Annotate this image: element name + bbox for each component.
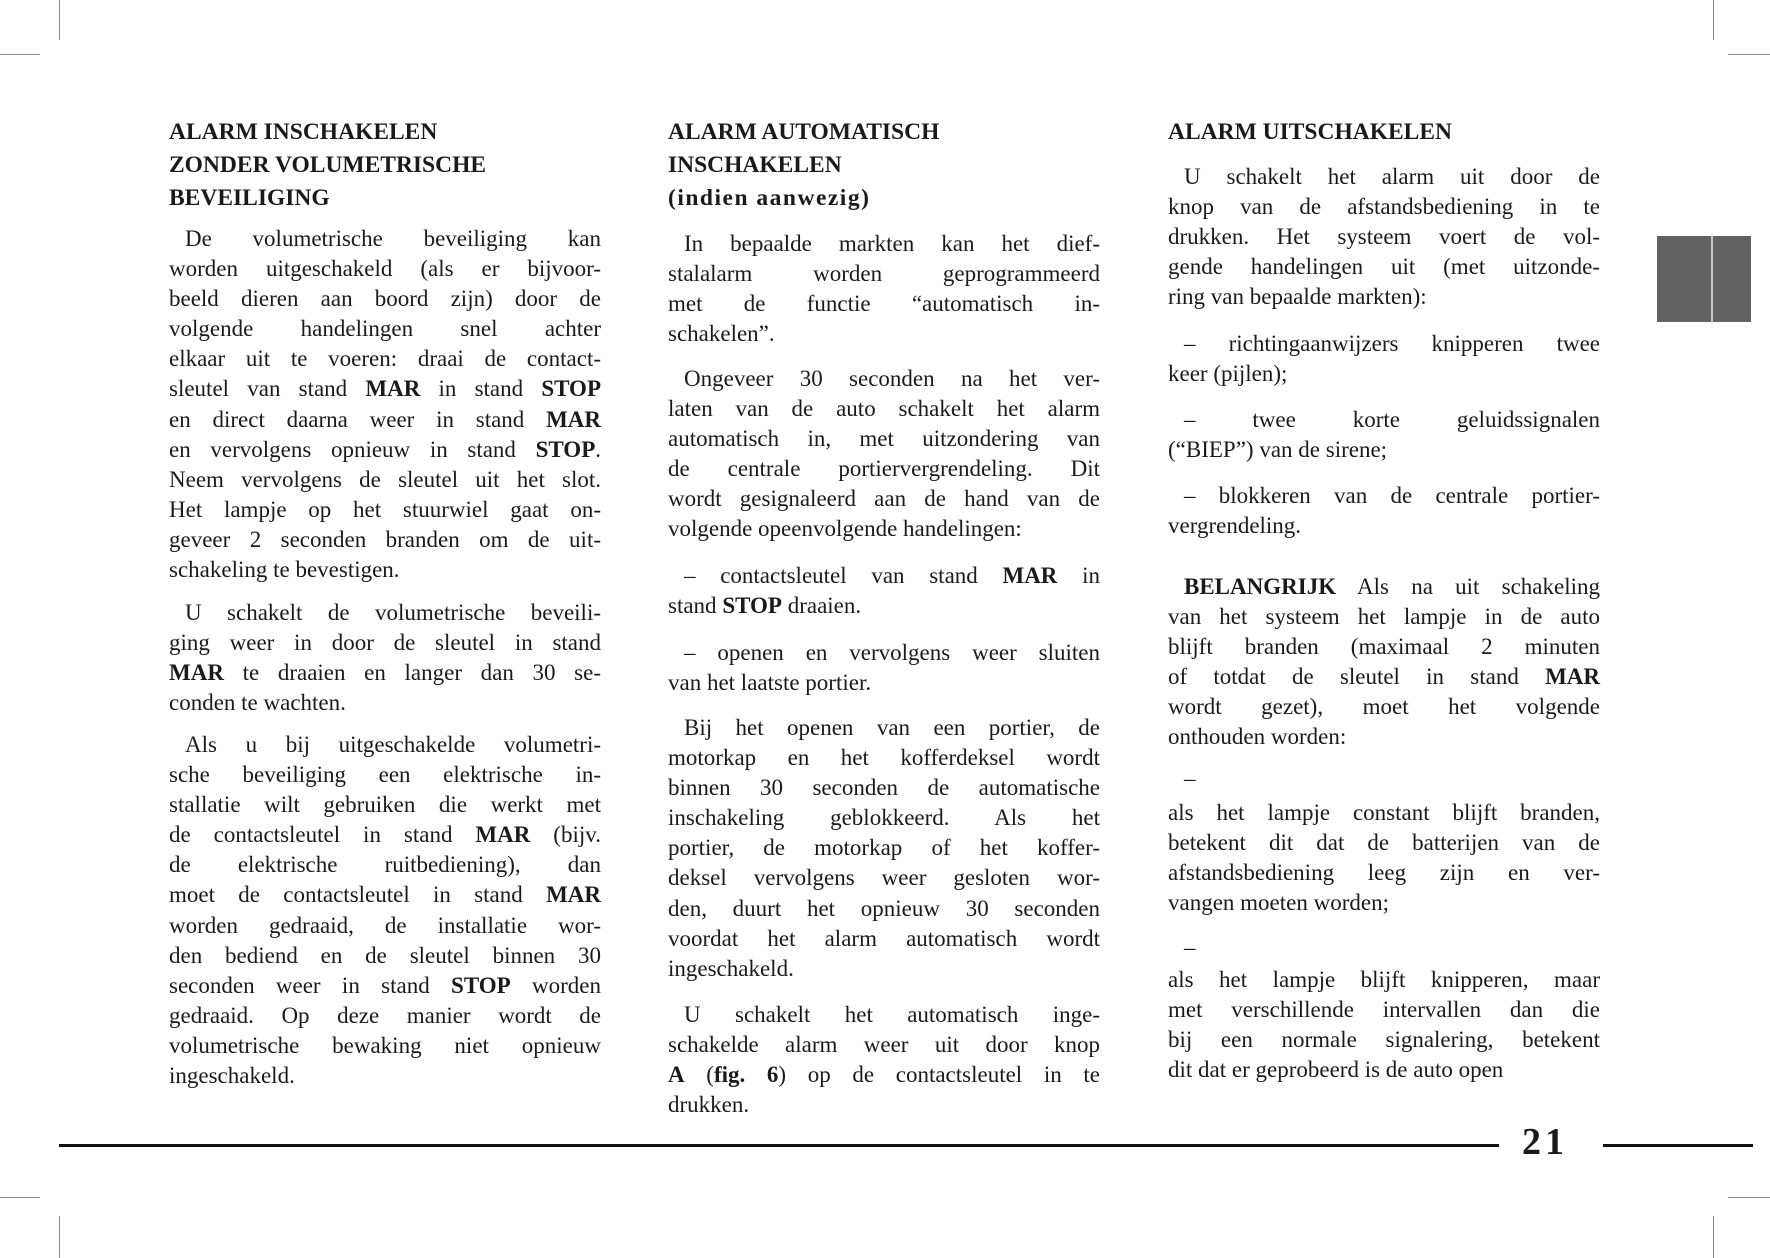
heading-line: BEVEILIGING bbox=[169, 185, 330, 211]
section-thumb-tab bbox=[1657, 236, 1751, 322]
column-heading bbox=[668, 116, 1100, 215]
text-line: moet de contactsleutel in stand MAR bbox=[169, 882, 601, 908]
paragraph bbox=[668, 713, 1100, 984]
bold-term: MAR bbox=[169, 660, 224, 686]
text-line: binnen 30 seconden de automatische bbox=[668, 775, 1100, 801]
heading-line: ZONDER VOLUMETRISCHE bbox=[169, 152, 487, 178]
text-line: – bbox=[1184, 935, 1196, 960]
text-line: stallatie wilt gebruiken die werkt met bbox=[169, 792, 601, 818]
heading-subtitle: (indien aanwezig) bbox=[668, 185, 871, 211]
text-line: bij een normale signalering, betekent bbox=[1168, 1027, 1600, 1053]
text-line: den bediend en de sleutel binnen 30 bbox=[169, 942, 601, 968]
bold-term: MAR bbox=[475, 822, 531, 848]
bold-term: STOP bbox=[451, 972, 511, 998]
text-line: als het lampje constant blijft branden, bbox=[1168, 800, 1600, 825]
paragraph bbox=[1168, 572, 1600, 753]
text-line: ingeschakeld. bbox=[668, 955, 794, 981]
bold-term: STOP bbox=[541, 376, 601, 402]
text-line: Als u bij uitgeschakelde volumetri- bbox=[185, 732, 601, 757]
section-thumb-tab-divider bbox=[1711, 236, 1713, 322]
text-line: gende handelingen uit (met uitzonde- bbox=[1168, 254, 1600, 280]
text-line: sche beveiliging een elektrische in- bbox=[169, 762, 601, 788]
text-line: – bbox=[1184, 766, 1196, 791]
text-line: en vervolgens opnieuw in stand STOP. bbox=[169, 436, 601, 462]
text-line: schakeling te bevestigen. bbox=[169, 557, 400, 583]
bold-term: BELANGRIJK bbox=[1184, 574, 1337, 599]
bold-term: MAR bbox=[546, 406, 601, 432]
text-line: MAR te draaien en langer dan 30 se- bbox=[169, 660, 601, 686]
text-line: ging weer in door de sleutel in stand bbox=[169, 630, 601, 656]
text-line: geveer 2 seconden branden om de uit- bbox=[169, 526, 601, 552]
text-line: keer (pijlen); bbox=[1168, 361, 1288, 387]
crop-mark bbox=[1728, 1197, 1770, 1198]
text-line: volgende opeenvolgende handelingen: bbox=[668, 516, 1022, 542]
bold-term: fig. 6 bbox=[713, 1062, 779, 1088]
text-line: dit dat er geprobeerd is de auto open bbox=[1168, 1057, 1504, 1083]
text-line: – blokkeren van de centrale portier- bbox=[1184, 483, 1600, 508]
text-line: – contactsleutel van stand MAR in bbox=[684, 563, 1101, 588]
paragraph bbox=[169, 730, 601, 1091]
text-line: schakelen”. bbox=[668, 321, 775, 347]
text-line: inschakeling geblokkeerd. Als het bbox=[668, 805, 1100, 831]
text-line: Het lampje op het stuurwiel gaat on- bbox=[169, 496, 601, 522]
heading-line: ALARM UITSCHAKELEN bbox=[1168, 119, 1452, 145]
text-line: BELANGRIJK Als na uit schakeling bbox=[1184, 574, 1600, 599]
paragraph bbox=[668, 229, 1100, 349]
text-line: Bij het openen van een portier, de bbox=[684, 715, 1100, 740]
text-line: worden gedraaid, de installatie wor- bbox=[169, 912, 601, 938]
text-line: sleutel van stand MAR in stand STOP bbox=[169, 376, 601, 402]
column-heading bbox=[1168, 116, 1600, 149]
text-line: ingeschakeld. bbox=[169, 1063, 295, 1089]
text-line: onthouden worden: bbox=[1168, 724, 1347, 750]
text-line: U schakelt het automatisch inge- bbox=[684, 1002, 1100, 1027]
text-line: (“BIEP”) van de sirene; bbox=[1168, 437, 1388, 463]
text-line: afstandsbediening leeg zijn en ver- bbox=[1168, 860, 1600, 886]
text-line: stalalarm worden geprogrammeerd bbox=[668, 261, 1100, 287]
text-line: of totdat de sleutel in stand MAR bbox=[1168, 664, 1600, 690]
text-line: In bepaalde markten kan het dief- bbox=[684, 231, 1100, 256]
text-line: volgende handelingen snel achter bbox=[169, 316, 601, 342]
text-line: vergrendeling. bbox=[1168, 513, 1302, 539]
crop-mark bbox=[59, 0, 60, 40]
text-line: drukken. bbox=[668, 1092, 750, 1118]
text-line: drukken. Het systeem voert de vol- bbox=[1168, 224, 1600, 250]
heading-line: ALARM AUTOMATISCH bbox=[668, 119, 940, 145]
paragraph bbox=[668, 364, 1100, 545]
text-line: Neem vervolgens de sleutel uit het slot. bbox=[169, 466, 601, 492]
text-line: A (fig. 6) op de contactsleutel in te bbox=[668, 1062, 1100, 1088]
text-line: ring van bepaalde markten): bbox=[1168, 284, 1427, 310]
text-line: Ongeveer 30 seconden na het ver- bbox=[684, 366, 1100, 391]
text-line: knop van de afstandsbediening in te bbox=[1168, 194, 1600, 220]
footer-rule bbox=[59, 1144, 1499, 1147]
text-line: worden uitgeschakeld (als er bijvoor- bbox=[169, 256, 601, 282]
paragraph bbox=[169, 224, 601, 585]
text-line: motorkap en het kofferdeksel wordt bbox=[668, 745, 1100, 771]
text-line: van het systeem het lampje in de auto bbox=[1168, 604, 1600, 630]
paragraph bbox=[1168, 481, 1600, 541]
paragraph bbox=[1168, 764, 1600, 794]
text-line: laten van de auto schakelt het alarm bbox=[668, 396, 1100, 422]
text-line: stand STOP draaien. bbox=[668, 593, 862, 619]
text-line: elkaar uit te voeren: draai de contact- bbox=[169, 346, 601, 372]
text-line: wordt gesignaleerd aan de hand van de bbox=[668, 486, 1100, 512]
bold-term: MAR bbox=[546, 882, 601, 908]
paragraph bbox=[668, 1000, 1100, 1120]
bold-term: STOP bbox=[722, 593, 782, 619]
text-line: en direct daarna weer in stand MAR bbox=[169, 406, 601, 432]
text-line: De volumetrische beveiliging kan bbox=[185, 226, 601, 251]
text-line: van het laatste portier. bbox=[668, 670, 872, 696]
paragraph bbox=[1168, 798, 1600, 918]
text-line: betekent dit dat de batterijen van de bbox=[1168, 830, 1600, 856]
crop-mark bbox=[0, 54, 40, 55]
text-line: wordt gezet), moet het volgende bbox=[1168, 694, 1600, 720]
crop-mark bbox=[1728, 54, 1770, 55]
text-line: de centrale portiervergrendeling. Dit bbox=[668, 456, 1100, 482]
heading-line: INSCHAKELEN bbox=[668, 152, 842, 178]
text-line: blijft branden (maximaal 2 minuten bbox=[1168, 634, 1600, 660]
paragraph bbox=[1168, 405, 1600, 465]
paragraph bbox=[1168, 933, 1600, 963]
text-line: automatisch in, met uitzondering van bbox=[668, 426, 1100, 452]
bold-term: STOP bbox=[535, 436, 596, 462]
crop-mark bbox=[1713, 1216, 1714, 1258]
text-line: – richtingaanwijzers knipperen twee bbox=[1184, 331, 1600, 356]
bold-term: MAR bbox=[1002, 563, 1058, 588]
text-line: beeld dieren aan boord zijn) door de bbox=[169, 286, 601, 312]
text-line: conden te wachten. bbox=[169, 690, 346, 716]
crop-mark bbox=[0, 1197, 40, 1198]
text-line: vangen moeten worden; bbox=[1168, 890, 1389, 916]
column-heading bbox=[169, 116, 601, 215]
crop-mark bbox=[1713, 0, 1714, 40]
text-line: – twee korte geluidssignalen bbox=[1184, 407, 1600, 432]
bold-term: MAR bbox=[365, 376, 421, 402]
text-line: gedraaid. Op deze manier wordt de bbox=[169, 1002, 601, 1028]
text-line: portier, de motorkap of het koffer- bbox=[668, 835, 1100, 861]
text-line: U schakelt de volumetrische beveili- bbox=[185, 600, 601, 625]
paragraph bbox=[169, 598, 601, 718]
text-line: – openen en vervolgens weer sluiten bbox=[684, 640, 1100, 665]
text-line: met de functie “automatisch in- bbox=[668, 291, 1100, 317]
heading-line: ALARM INSCHAKELEN bbox=[169, 119, 438, 145]
paragraph bbox=[1168, 965, 1600, 1085]
crop-mark bbox=[59, 1216, 60, 1258]
text-line: als het lampje blijft knipperen, maar bbox=[1168, 967, 1600, 992]
text-line: met verschillende intervallen dan die bbox=[1168, 997, 1600, 1023]
text-line: den, duurt het opnieuw 30 seconden bbox=[668, 895, 1100, 921]
text-line: de elektrische ruitbediening), dan bbox=[169, 852, 601, 878]
text-line: seconden weer in stand STOP worden bbox=[169, 972, 601, 998]
paragraph bbox=[1168, 329, 1600, 389]
bold-term: A bbox=[668, 1062, 685, 1088]
text-line: U schakelt het alarm uit door de bbox=[1184, 164, 1600, 189]
text-line: deksel vervolgens weer gesloten wor- bbox=[668, 865, 1100, 891]
text-line: volumetrische bewaking niet opnieuw bbox=[169, 1032, 601, 1058]
paragraph bbox=[668, 561, 1100, 621]
footer-rule-right bbox=[1603, 1144, 1753, 1147]
text-line: schakelde alarm weer uit door knop bbox=[668, 1032, 1100, 1058]
text-line: de contactsleutel in stand MAR (bijv. bbox=[169, 822, 601, 848]
page-number: 21 bbox=[1522, 1121, 1568, 1163]
paragraph bbox=[668, 638, 1100, 698]
text-line: voordat het alarm automatisch wordt bbox=[668, 925, 1100, 951]
paragraph bbox=[1168, 162, 1600, 312]
bold-term: MAR bbox=[1545, 664, 1600, 690]
